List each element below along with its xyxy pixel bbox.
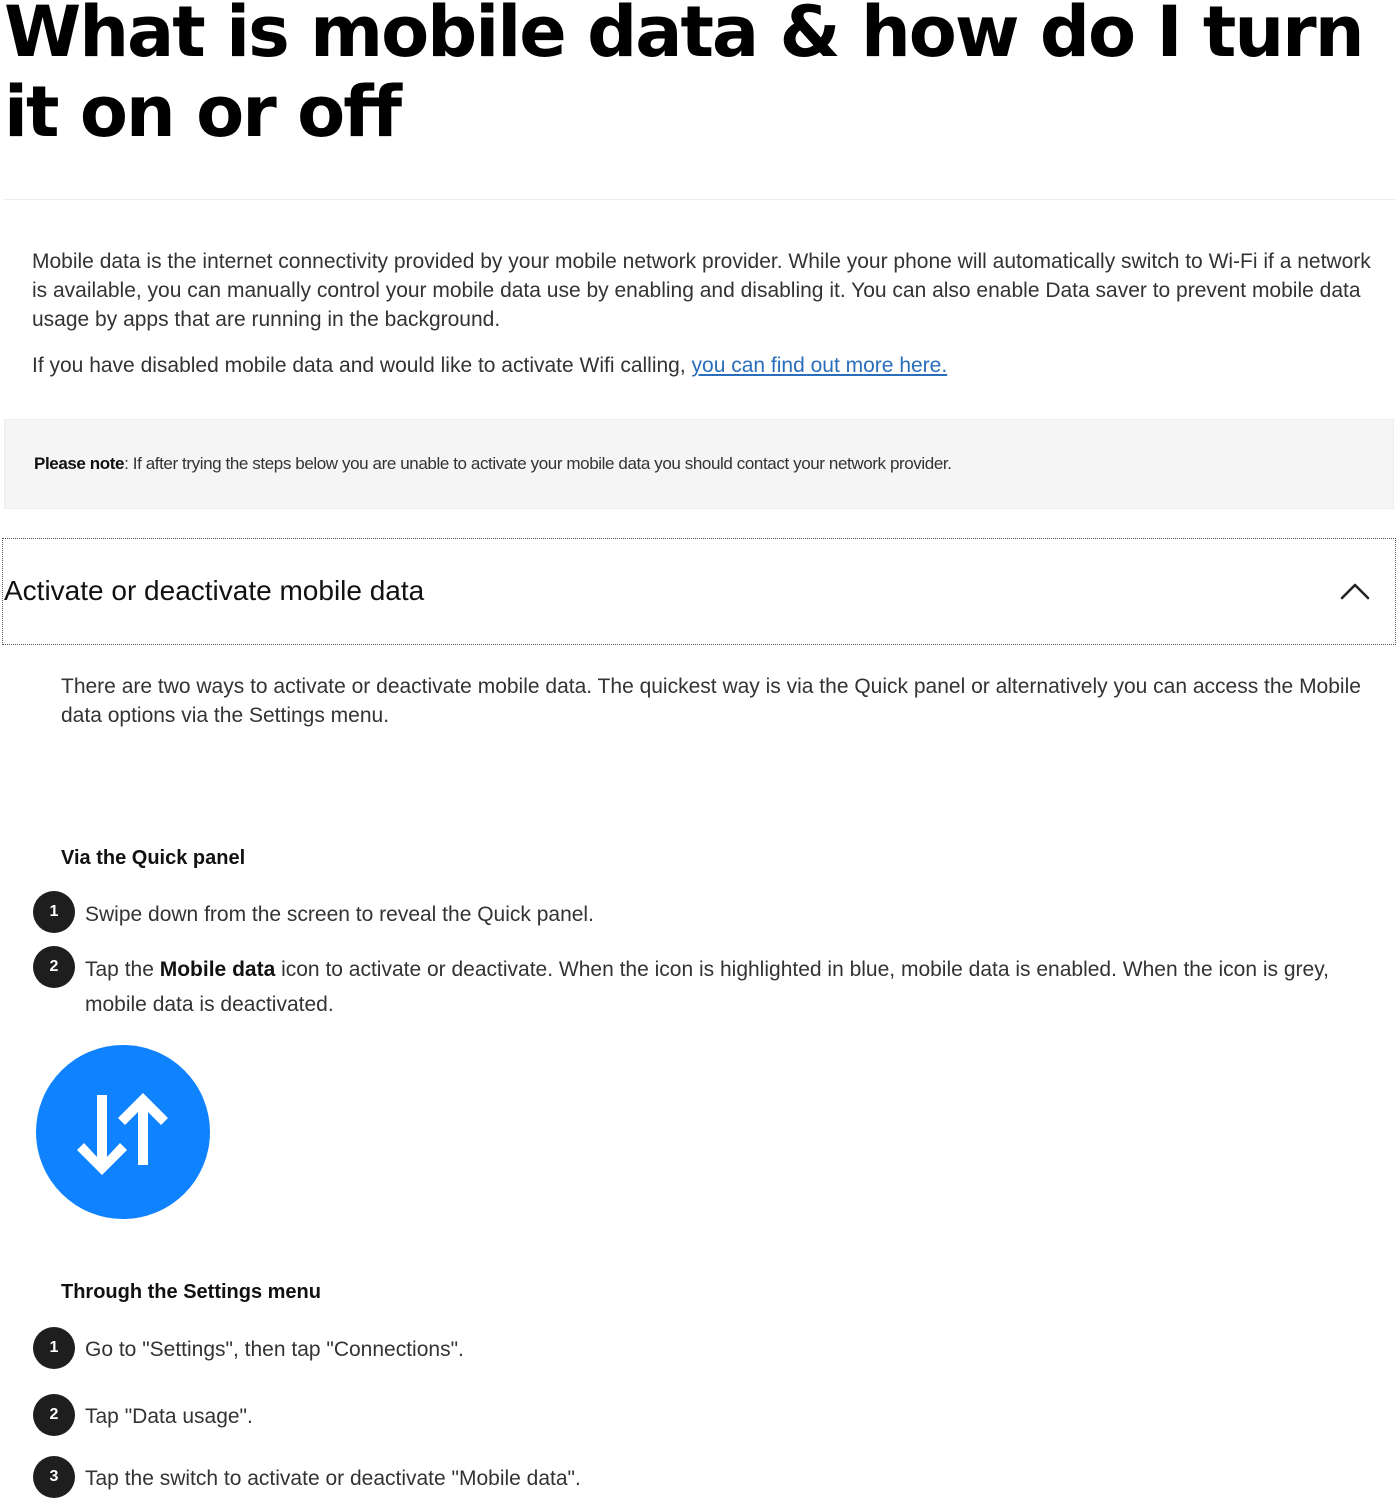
quick-step-1-text: Swipe down from the screen to reveal the Quick panel. (85, 903, 594, 926)
mobile-data-icon (36, 1045, 210, 1219)
note-body: If after trying the steps below you are unable to activate your mobile data you should contact your network provider. (128, 454, 952, 473)
settings-step-3-text: Tap the switch to activate or deactivate "Mobile data". (85, 1467, 581, 1490)
page-title: What is mobile data & how do I turn it on or off (4, 0, 1363, 153)
quick-step-2-pre: Tap the (85, 958, 160, 981)
wifi-calling-text: If you have disabled mobile data and would like to activate Wifi calling, (32, 354, 692, 377)
settings-step-3-number: 3 (33, 1456, 75, 1498)
wifi-calling-paragraph (32, 351, 1372, 380)
quick-panel-heading: Via the Quick panel (61, 847, 246, 869)
accordion-title: Activate or deactivate mobile data (4, 575, 425, 606)
settings-step-2-text: Tap "Data usage". (85, 1405, 253, 1428)
note-label: Please note (34, 454, 125, 473)
settings-menu-heading: Through the Settings menu (61, 1281, 321, 1303)
chevron-up-icon[interactable] (1339, 581, 1371, 601)
settings-step-2-number: 2 (33, 1394, 75, 1436)
quick-step-1-number: 1 (33, 891, 75, 933)
quick-step-2-bold: Mobile data (159, 958, 276, 981)
accordion-intro: There are two ways to activate or deactivate mobile data. The quickest way is via the Quick panel or alternatively you can access the Mobile data options via the Settings menu. (61, 675, 1361, 727)
quick-step-2-text (85, 952, 1360, 1022)
note-text (34, 453, 952, 475)
accordion-header[interactable] (2, 538, 1396, 645)
settings-step-1-number: 1 (33, 1327, 75, 1369)
quick-step-2-post: icon to activate or deactivate. When the icon is highlighted in blue, mobile data is enabled. When the icon is grey, mobile data is deactivated. (85, 958, 1329, 1016)
note-separator: : (124, 454, 129, 473)
settings-step-1-text: Go to "Settings", then tap "Connections". (85, 1338, 464, 1361)
note-box (4, 419, 1394, 509)
intro-paragraph: Mobile data is the internet connectivity provided by your mobile network provider. While your phone will automatically switch to Wi-Fi if a network is available, you can manually control your mobile data use by enabling and disabling it. You can also enable Data saver to prevent mobile data usage by apps that are running in the background. (32, 250, 1371, 331)
title-divider (4, 199, 1395, 200)
quick-step-2-number: 2 (33, 946, 75, 988)
wifi-calling-link[interactable]: you can find out more here. (691, 354, 948, 377)
